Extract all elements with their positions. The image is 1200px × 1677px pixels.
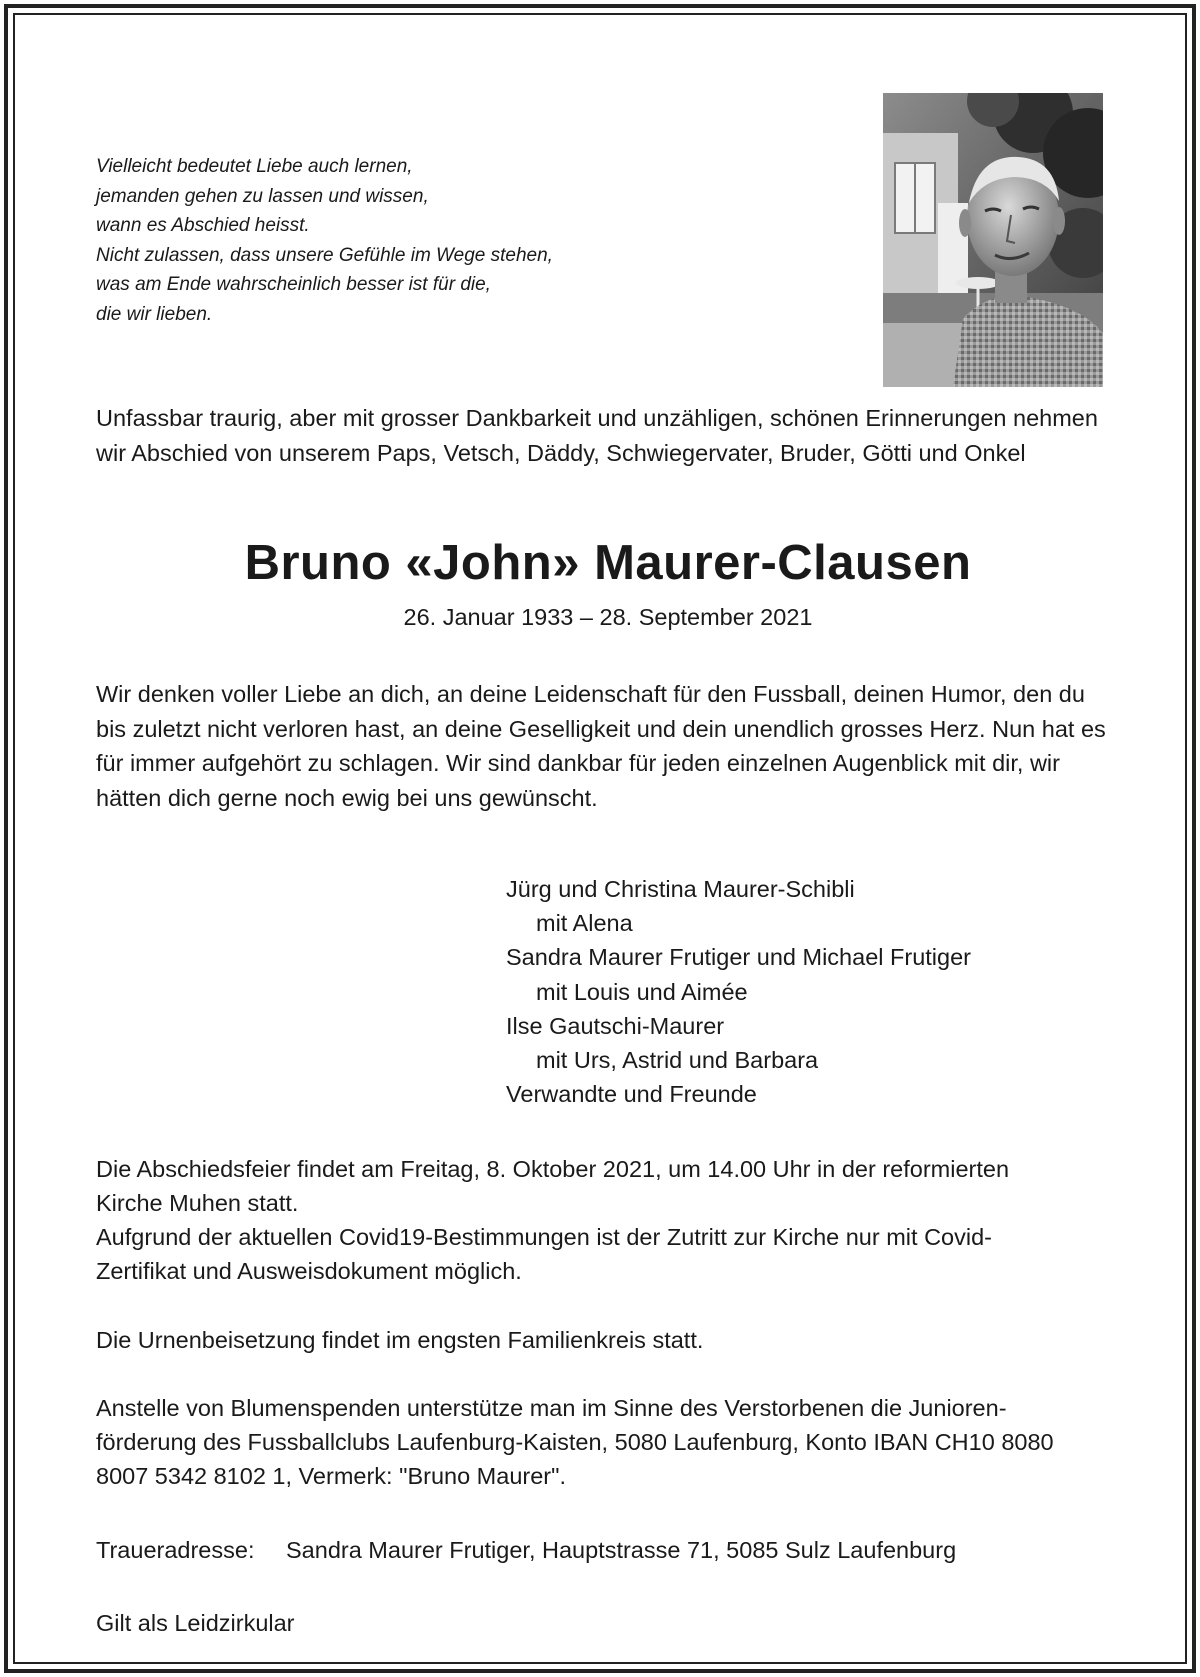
mourning-address [96, 1533, 1106, 1567]
poem-line: die wir lieben. [96, 303, 213, 325]
portrait-photo [883, 93, 1103, 387]
address-value: Sandra Maurer Frutiger, Hauptstrasse 71, 5085 Sulz Laufenburg [286, 1537, 957, 1563]
poem-line: Vielleicht bedeutet Liebe auch lernen, [96, 156, 413, 177]
ceremony-line: Aufgrund der aktuellen Covid19-Bestimmungen ist der Zutritt zur Kirche nur mit Covid- [96, 1224, 992, 1250]
mourner-name: Jürg und Christina Maurer-Schibli [506, 876, 855, 902]
ceremony-line: Zertifikat und Ausweisdokument möglich. [96, 1258, 522, 1284]
intro-paragraph: Unfassbar traurig, aber mit grosser Dankbarkeit und unzähligen, schönen Erinnerungen nehmen wir Abschied von unserem Paps, Vetsch, Däddy, Schwiegervater, Bruder, Götti und Onkel [96, 405, 1098, 466]
donation-paragraph [96, 1391, 1106, 1493]
poem-line: was am Ende wahrscheinlich besser ist für die, [96, 274, 491, 295]
donation-line: 8007 5342 8102 1, Vermerk: "Bruno Maurer". [96, 1463, 566, 1489]
life-dates: 26. Januar 1933 – 28. September 2021 [403, 604, 813, 630]
address-label: Traueradresse: [96, 1537, 255, 1563]
mourner-name: Verwandte und Freunde [506, 1081, 757, 1108]
burial-paragraph: Die Urnenbeisetzung findet im engsten Familienkreis statt. [96, 1327, 704, 1353]
ceremony-line: Kirche Muhen statt. [96, 1190, 299, 1216]
poem-line: wann es Abschied heisst. [96, 215, 310, 236]
deceased-name: Bruno «John» Maurer-Clausen [244, 536, 972, 590]
memory-paragraph: Wir denken voller Liebe an dich, an deine Leidenschaft für den Fussball, deinen Humor, den du bis zuletzt nicht verloren hast, an deine Geselligkeit und dein unendlich grosses Herz. Nun hat es für immer aufgehört zu schlagen. Wir sind dankbar für jeden einzelnen Augenblick mit dir, wir hätten dich gerne noch ewig bei uns gewünscht. [96, 681, 1106, 811]
footer-note: Gilt als Leidzirkular [96, 1610, 295, 1636]
mourner-sub: mit Louis und Aimée [536, 978, 748, 1005]
mourner-name: Sandra Maurer Frutiger und Michael Frutiger [506, 944, 971, 971]
mourner-sub: mit Urs, Astrid und Barbara [536, 1047, 819, 1074]
donation-line: Anstelle von Blumenspenden unterstütze man im Sinne des Verstorbenen die Junioren- [96, 1395, 1007, 1421]
donation-line: förderung des Fussballclubs Laufenburg-Kaisten, 5080 Laufenburg, Konto IBAN CH10 8080 [96, 1429, 1054, 1455]
mourners-list [506, 872, 1106, 1111]
mourner-name: Ilse Gautschi-Maurer [506, 1012, 725, 1039]
mourner-sub: mit Alena [536, 910, 633, 937]
poem [96, 152, 696, 329]
ceremony-paragraph [96, 1152, 1106, 1288]
poem-line: Nicht zulassen, dass unsere Gefühle im Wege stehen, [96, 244, 553, 266]
poem-line: jemanden gehen zu lassen und wissen, [96, 185, 429, 207]
ceremony-line: Die Abschiedsfeier findet am Freitag, 8. Oktober 2021, um 14.00 Uhr in der reformierten [96, 1156, 1010, 1182]
